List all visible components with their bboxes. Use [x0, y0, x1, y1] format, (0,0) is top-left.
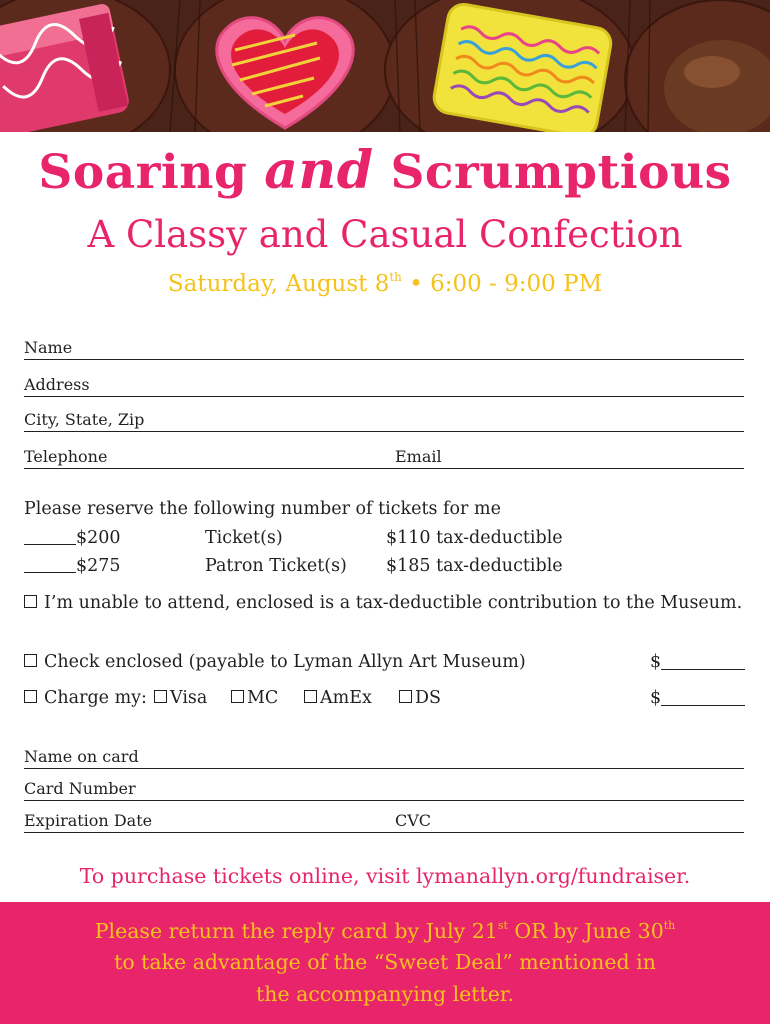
event-subtitle: A Classy and Casual Confection	[87, 213, 683, 256]
amex-checkbox[interactable]	[304, 690, 317, 703]
chocolates-banner-image	[0, 0, 770, 132]
title-and: and	[264, 140, 374, 201]
telephone-email-row	[24, 446, 744, 469]
card-number-field[interactable]: Card Number	[24, 778, 744, 801]
check-checkbox[interactable]	[24, 654, 37, 667]
charge-amount-field[interactable]: $	[650, 687, 745, 709]
patron-ticket-type-label: Patron Ticket(s)	[205, 556, 347, 576]
city-state-zip-field[interactable]: City, State, Zip	[24, 409, 744, 432]
ticket-deductible-label: $110 tax-deductible	[386, 528, 563, 548]
unable-to-attend-option[interactable]: I’m unable to attend, enclosed is a tax-deductible contribution to the Museum.	[24, 592, 742, 614]
visa-checkbox[interactable]	[154, 690, 167, 703]
email-field[interactable]: Email	[395, 447, 442, 466]
name-on-card-field[interactable]: Name on card	[24, 746, 744, 769]
tickets-intro: Please reserve the following number of tickets for me	[24, 499, 501, 519]
ticket-type-label: Ticket(s)	[205, 528, 283, 548]
reply-deadline-banner	[0, 902, 770, 1024]
online-purchase-note: To purchase tickets online, visit lymanallyn.org/fundraiser.	[79, 864, 691, 888]
visa-option[interactable]: Visa	[154, 687, 207, 709]
unable-checkbox[interactable]	[24, 595, 37, 608]
ds-option[interactable]: DS	[399, 687, 441, 709]
ds-checkbox[interactable]	[399, 690, 412, 703]
address-field[interactable]: Address	[24, 374, 744, 397]
expiration-date-field[interactable]: Expiration Date	[24, 811, 153, 830]
amex-option[interactable]: AmEx	[304, 687, 372, 709]
cvc-field[interactable]: CVC	[395, 811, 432, 830]
check-amount-field[interactable]: $	[650, 651, 745, 673]
event-date-time: Saturday, August 8th • 6:00 - 9:00 PM	[167, 270, 603, 297]
ticket-275-quantity[interactable]: $275	[24, 555, 121, 577]
deadline-line-2: to take advantage of the “Sweet Deal” mentioned in	[114, 950, 656, 974]
expiration-cvc-row	[24, 810, 744, 833]
quantity-blank[interactable]	[24, 556, 76, 573]
charge-checkbox[interactable]	[24, 690, 37, 703]
mc-checkbox[interactable]	[231, 690, 244, 703]
quantity-blank[interactable]	[24, 528, 76, 545]
ticket-200-quantity[interactable]: $200	[24, 527, 121, 549]
deadline-line-1: Please return the reply card by July 21st OR by June 30th	[94, 919, 676, 943]
check-enclosed-option[interactable]: Check enclosed (payable to Lyman Allyn Art Museum)	[24, 651, 526, 673]
deadline-line-3: the accompanying letter.	[256, 982, 514, 1006]
mc-option[interactable]: MC	[231, 687, 278, 709]
name-field[interactable]: Name	[24, 337, 744, 360]
event-title: Soaring and Scrumptious	[38, 140, 732, 201]
telephone-field[interactable]: Telephone	[24, 447, 108, 466]
charge-my-option[interactable]: Charge my:	[24, 687, 147, 709]
patron-deductible-label: $185 tax-deductible	[386, 556, 563, 576]
